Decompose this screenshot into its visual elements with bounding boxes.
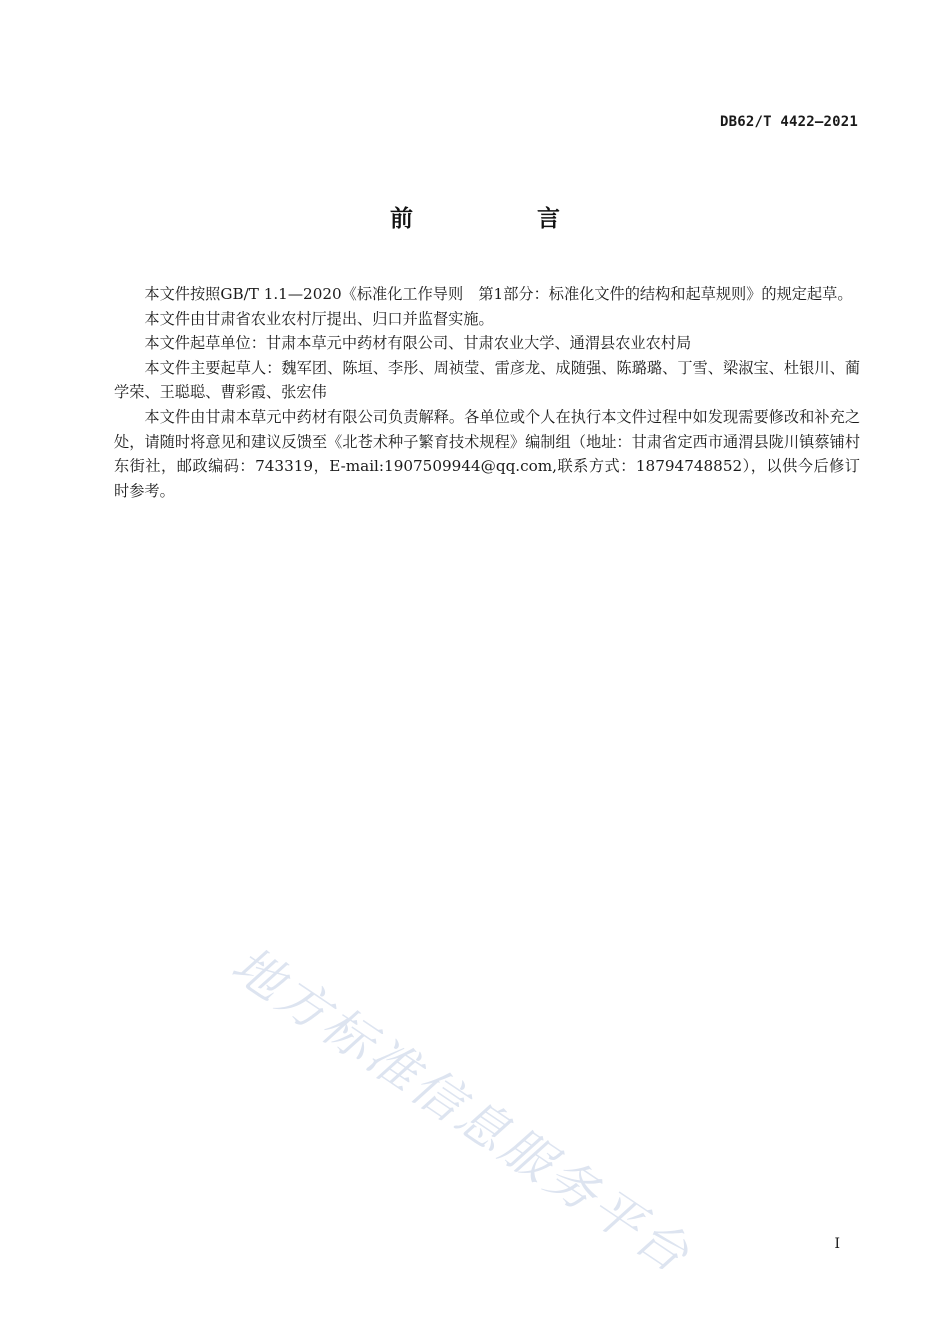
paragraph-proposer: 本文件由甘肃省农业农村厅提出、归口并监督实施。: [144, 309, 494, 328]
paragraph-drafters: 本文件主要起草人：魏军团、陈垣、李彤、周祯莹、雷彦龙、成随强、陈璐璐、丁雪、梁淑宝、杜银川、蔺学荣、王聪聪、曹彩霞、张宏伟: [114, 358, 860, 402]
preface-body: [114, 282, 860, 503]
paragraph-interpretation: 本文件由甘肃本草元中药材有限公司负责解释。各单位或个人在执行本文件过程中如发现需要修改和补充之处，请随时将意见和建议反馈至《北苍术种子繁育技术规程》编制组（地址：甘肃省定西市通渭县陇川镇蔡铺村东街社，邮政编码：743319，E-mail:1907509944@qq.com,联系方式：18794748852），以供今后修订时参考。: [114, 407, 860, 500]
paragraph-drafting-units: 本文件起草单位：甘肃本草元中药材有限公司、甘肃农业大学、通渭县农业农村局: [144, 334, 692, 353]
page-title: 前 言: [389, 206, 618, 232]
page-number: I: [834, 1236, 840, 1252]
paragraph-drafting-rules: 本文件按照GB/T 1.1—2020《标准化工作导则 第1部分：标准化文件的结构和起草规则》的规定起草。: [144, 285, 853, 303]
watermark: 地方标准信息服务平台: [221, 935, 702, 1286]
document-code: DB62/T 4422—2021: [719, 114, 858, 130]
